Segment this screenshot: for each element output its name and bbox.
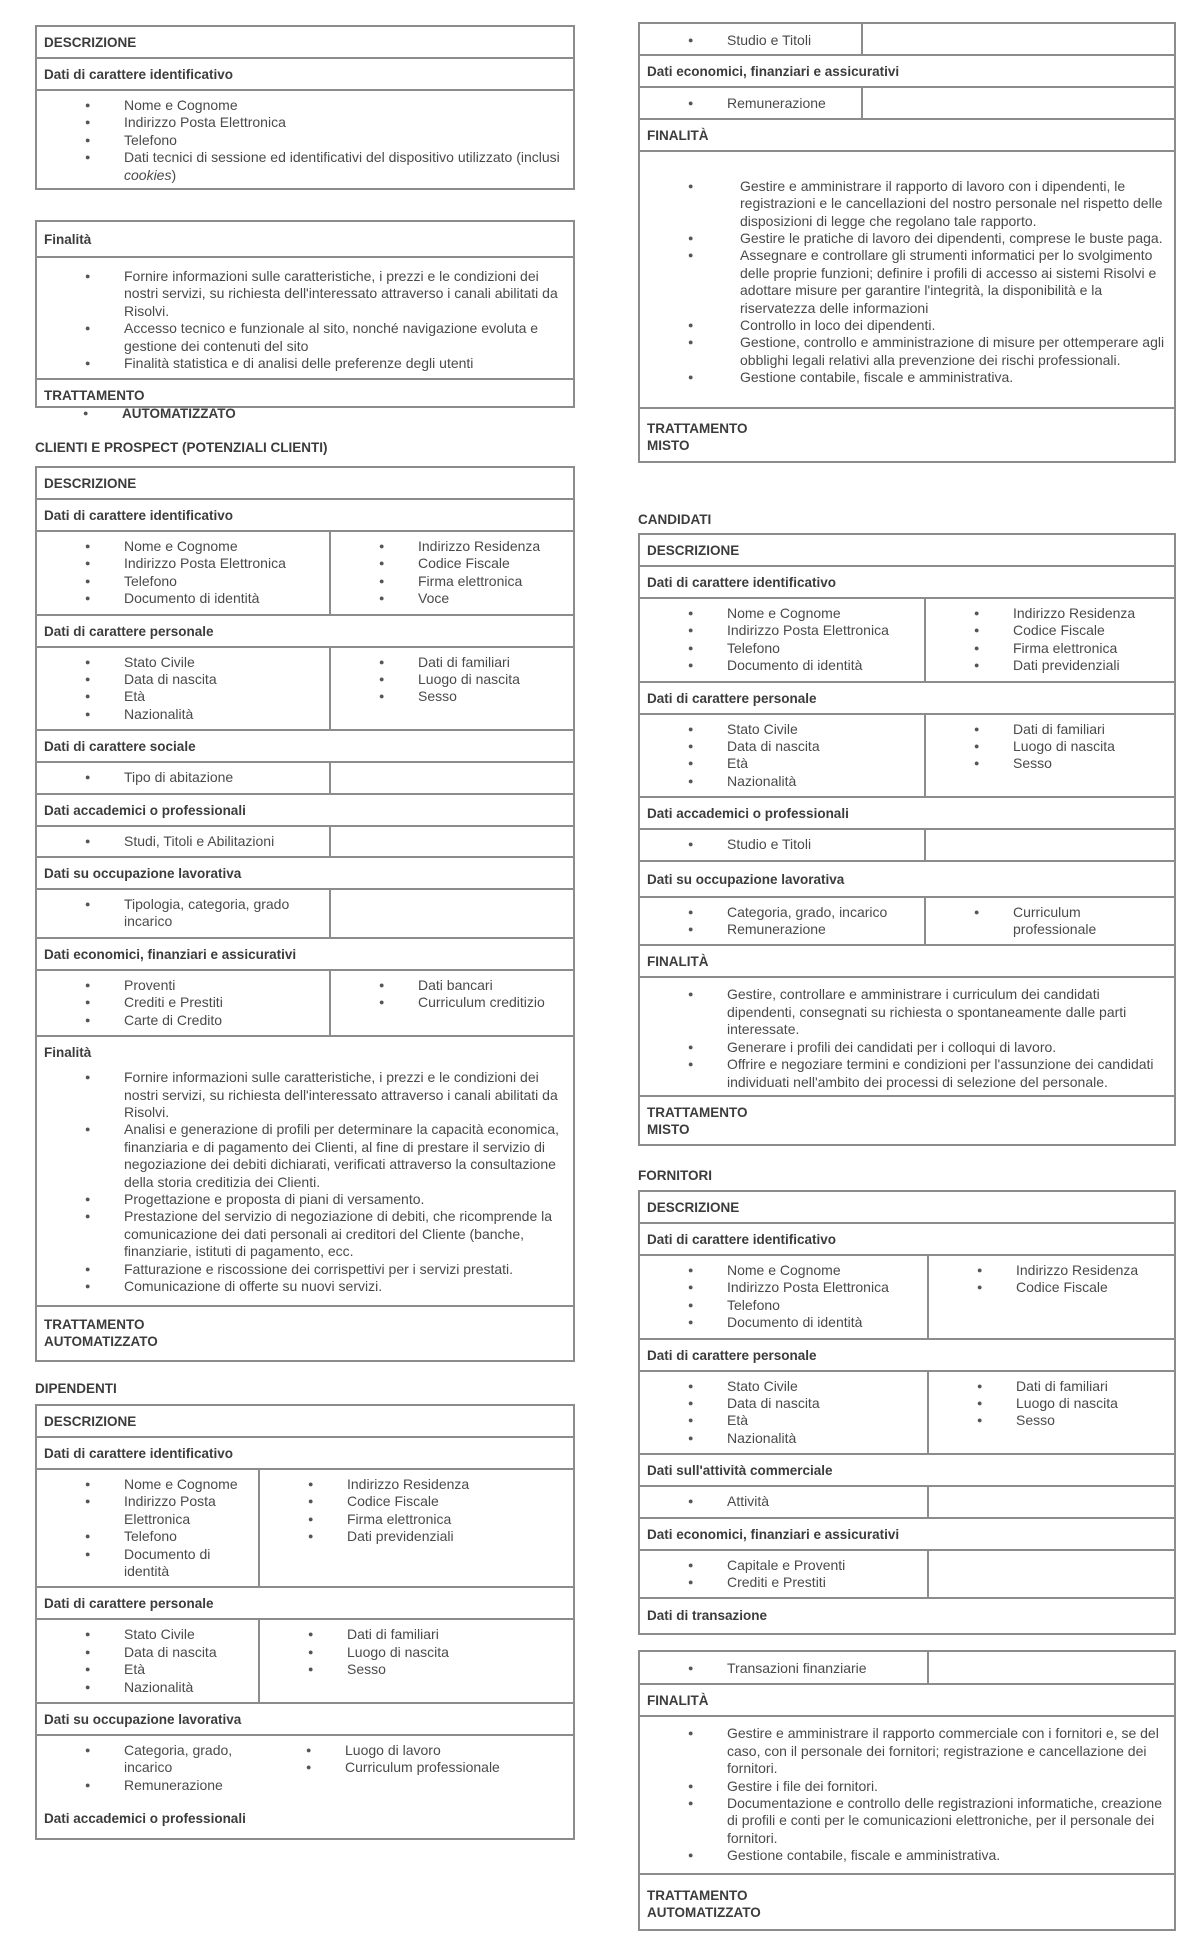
- list-item: ● Dati previdenziali: [926, 657, 1174, 674]
- list-item: ● Studio e Titoli: [640, 836, 924, 853]
- list-item: ● Codice Fiscale: [331, 555, 573, 572]
- trattamento-label: TRATTAMENTO: [647, 1104, 748, 1120]
- list-item: ● Firma elettronica: [926, 640, 1174, 657]
- list-item: ● Curriculum professionale: [258, 1759, 573, 1776]
- list-item: ● Documento di identità: [640, 657, 924, 674]
- list-item: ● Documento di identità: [37, 1546, 252, 1581]
- list-item: ● Dati bancari: [331, 977, 573, 994]
- list-item: ● Progettazione e proposta di piani di versamento.: [37, 1191, 567, 1208]
- list-item: ● Stato Civile: [37, 654, 329, 671]
- list-item: ● Sesso: [331, 688, 573, 705]
- trattamento-value: MISTO: [647, 1121, 690, 1137]
- list-item: ● Generare i profili dei candidati per i colloqui di lavoro.: [640, 1039, 1168, 1056]
- list-item: ● Data di nascita: [37, 671, 329, 688]
- list-item: ● Nome e Cognome: [37, 97, 573, 114]
- list-item: ● Dati tecnici di sessione ed identificativi del dispositivo utilizzato (inclusi cookies): [37, 149, 573, 184]
- list-item: ● Età: [37, 1661, 258, 1678]
- soc-header: Dati di carattere sociale: [37, 731, 573, 763]
- list-item: ● Telefono: [640, 1297, 927, 1314]
- list-item: ● Età: [37, 688, 329, 705]
- list-item: ● Documentazione e controllo delle registrazioni informatiche, creazione di profili e conti per le comunicazioni elettroniche, per il personale dei fornitori.: [640, 1795, 1168, 1847]
- fornitori-table: [638, 1190, 1176, 1635]
- table-title: DESCRIZIONE: [640, 535, 1174, 567]
- trattamento-value: AUTOMATIZZATO: [647, 1904, 761, 1920]
- list-item: ● Tipologia, categoria, grado incarico: [37, 896, 321, 931]
- trattamento-value: MISTO: [647, 437, 690, 453]
- list-item: ● Firma elettronica: [331, 573, 573, 590]
- list-item: ● Indirizzo Residenza: [331, 538, 573, 555]
- fin-header: FINALITÀ: [640, 120, 1174, 152]
- eco-header: Dati economici, finanziari e assicurativi: [640, 1519, 1174, 1551]
- list-item: ● Firma elettronica: [260, 1511, 573, 1528]
- list-item: ● Remunerazione: [640, 921, 924, 938]
- pers-header: Dati di carattere personale: [37, 1588, 573, 1620]
- list-item: ● Gestire i file dei fornitori.: [640, 1778, 1168, 1795]
- table-title: DESCRIZIONE: [640, 1192, 1174, 1224]
- list-item: ● Indirizzo Residenza: [260, 1476, 573, 1493]
- list-item: ● Categoria, grado, incarico: [37, 1742, 252, 1777]
- list-item: ● Indirizzo Residenza: [926, 605, 1174, 622]
- list-item: ● Telefono: [640, 640, 924, 657]
- list-item: ● Età: [640, 755, 924, 772]
- list-item: ● Telefono: [37, 573, 329, 590]
- list-item: ● Capitale e Proventi: [640, 1557, 927, 1574]
- occ-header: Dati su occupazione lavorativa: [640, 862, 1174, 898]
- list-item: ● Codice Fiscale: [929, 1279, 1174, 1296]
- acc-header: Dati accademici o professionali: [37, 795, 573, 827]
- list-item: ● Nazionalità: [37, 1679, 258, 1696]
- list-item: ● Gestione, controllo e amministrazione di misure per ottemperare agli obblighi legali relativi alla prevenzione dei rischi professionali.: [640, 334, 1168, 369]
- dipendenti-table: [35, 1404, 575, 1840]
- fin-header: Finalità: [44, 1045, 92, 1061]
- trattamento-label: TRATTAMENTO: [44, 1317, 145, 1333]
- list-item: ● Studio e Titoli: [640, 32, 861, 49]
- list-item: ● Stato Civile: [640, 1378, 927, 1395]
- list-item: ● Carte di Credito: [37, 1012, 329, 1029]
- list-item: ● Fatturazione e riscossione dei corrispettivi per i servizi prestati.: [37, 1261, 567, 1278]
- list-item: ● Indirizzo Posta Elettronica: [37, 114, 573, 131]
- list-item: ● Data di nascita: [640, 1395, 927, 1412]
- list-item: ● Prestazione del servizio di negoziazione di debiti, che ricomprende la comunicazione dei dati personali ai creditori del Cliente (banche, finanziarie, istituti di pagamento, ecc.: [37, 1208, 567, 1260]
- list-item: ● Luogo di nascita: [926, 738, 1174, 755]
- list-item: ● Indirizzo Posta Elettronica: [37, 555, 329, 572]
- acc-header: Dati accademici o professionali: [640, 798, 1174, 830]
- occ-header: Dati su occupazione lavorativa: [37, 1704, 573, 1736]
- section-title-dipendenti: DIPENDENTI: [35, 1381, 117, 1396]
- list-item: ● Data di nascita: [37, 1644, 258, 1661]
- list-item: ● Gestione contabile, fiscale e amministrativa.: [640, 369, 1168, 386]
- list-item: ● Accesso tecnico e funzionale al sito, nonché navigazione evoluta e gestione dei contenuti del sito: [37, 320, 567, 355]
- section-title-candidati: CANDIDATI: [638, 512, 712, 527]
- ident-list: [37, 97, 573, 184]
- acc-header: Dati accademici o professionali: [44, 1811, 246, 1827]
- section-title-clienti: CLIENTI E PROSPECT (POTENZIALI CLIENTI): [35, 440, 328, 455]
- ident-header: Dati di carattere identificativo: [640, 567, 1174, 599]
- fin-header: FINALITÀ: [640, 1685, 1174, 1717]
- list-item: ● Nome e Cognome: [640, 605, 924, 622]
- list-item: ● Dati di familiari: [331, 654, 573, 671]
- trattamento-label: TRATTAMENTO: [44, 388, 145, 404]
- list-item: ● Luogo di nascita: [260, 1644, 573, 1661]
- list-item: ● Sesso: [926, 755, 1174, 772]
- list-item: ● Nazionalità: [640, 773, 924, 790]
- list-item: ● Sesso: [929, 1412, 1174, 1429]
- list-item: ● Finalità statistica e di analisi delle preferenze degli utenti: [37, 355, 567, 372]
- list-item: ● Crediti e Prestiti: [640, 1574, 927, 1591]
- trattamento-value: AUTOMATIZZATO: [44, 1334, 158, 1350]
- list-item: ● Transazioni finanziarie: [640, 1660, 927, 1677]
- list-item: ● Curriculum creditizio: [331, 994, 573, 1011]
- comm-header: Dati sull'attività commerciale: [640, 1455, 1174, 1487]
- description-table: [35, 25, 575, 190]
- list-item: ● Attività: [640, 1493, 927, 1510]
- list-item: ● Gestire e amministrare il rapporto di lavoro con i dipendenti, le registrazioni e le cancellazioni del nostro personale nel rispetto delle disposizioni di legge che regolano tale rapporto.: [640, 178, 1168, 230]
- trattamento-value: ● AUTOMATIZZATO: [35, 405, 575, 422]
- trattamento-label: TRATTAMENTO: [647, 420, 748, 436]
- list-item: ● Gestire, controllare e amministrare i curriculum dei candidati dipendenti, consegnati su richiesta o spontaneamente dalle parti interessate.: [640, 986, 1168, 1038]
- trans-header: Dati di transazione: [647, 1608, 768, 1624]
- list-item: ● Dati di familiari: [929, 1378, 1174, 1395]
- section-title-fornitori: FORNITORI: [638, 1168, 712, 1183]
- table-title: DESCRIZIONE: [37, 27, 573, 59]
- list-item: ● Indirizzo Residenza: [929, 1262, 1174, 1279]
- list-item: ● Codice Fiscale: [260, 1493, 573, 1510]
- list-item: ● Indirizzo Posta Elettronica: [37, 1493, 252, 1528]
- ident-header: Dati di carattere identificativo: [37, 59, 573, 91]
- list-item: ● Gestire e amministrare il rapporto commerciale con i fornitori e, se del caso, con il personale dei fornitori; registrazione e cancellazione dei fornitori.: [640, 1725, 1168, 1777]
- list-item: ● Nome e Cognome: [37, 1476, 252, 1493]
- list-item: ● Curriculum professionale: [926, 904, 1124, 939]
- finalita-header: Finalità: [37, 222, 573, 258]
- list-item: ● Gestire le pratiche di lavoro dei dipendenti, comprese le buste paga.: [640, 230, 1168, 247]
- list-item: ● Analisi e generazione di profili per determinare la capacità economica, finanziaria e di pagamento dei Clienti, al fine di prestare il servizio di negoziazione dei debiti dichiarati, verificati attraverso la consultazione della storia creditizia dei Clienti.: [37, 1121, 567, 1191]
- list-item: ● Luogo di lavoro: [258, 1742, 573, 1759]
- eco-header: Dati economici, finanziari e assicurativi: [37, 939, 573, 971]
- list-item: ● Remunerazione: [640, 95, 861, 112]
- list-item: ● Dati previdenziali: [260, 1528, 573, 1545]
- list-item: ● Documento di identità: [37, 590, 329, 607]
- list-item: ● Data di nascita: [640, 738, 924, 755]
- list-item: ● Fornire informazioni sulle caratteristiche, i prezzi e le condizioni dei nostri servizi, su richiesta dell'interessato attraverso i canali abilitati da Risolvi.: [37, 1069, 567, 1121]
- list-item: ● Fornire informazioni sulle caratteristiche, i prezzi e le condizioni dei nostri servizi, su richiesta dell'interessato attraverso i canali abilitati da Risolvi.: [37, 268, 567, 320]
- list-item: ● Stato Civile: [640, 721, 924, 738]
- ident-header: Dati di carattere identificativo: [37, 500, 573, 532]
- list-item: ● Dati di familiari: [260, 1626, 573, 1643]
- list-item: ● Telefono: [37, 1528, 252, 1545]
- list-item: ● Codice Fiscale: [926, 622, 1174, 639]
- list-item: ● Controllo in loco dei dipendenti.: [640, 317, 1168, 334]
- finalita-table: [35, 220, 575, 408]
- pers-header: Dati di carattere personale: [640, 1340, 1174, 1372]
- eco-header: Dati economici, finanziari e assicurativi: [640, 56, 1174, 88]
- ident-header: Dati di carattere identificativo: [37, 1438, 573, 1470]
- list-item: ● Nazionalità: [37, 706, 329, 723]
- list-item: ● Categoria, grado, incarico: [640, 904, 924, 921]
- trattamento-label: TRATTAMENTO: [647, 1887, 748, 1903]
- list-item: ● Dati di familiari: [926, 721, 1174, 738]
- list-item: ● Telefono: [37, 132, 573, 149]
- list-item: ● Età: [640, 1412, 927, 1429]
- list-item: ● Luogo di nascita: [331, 671, 573, 688]
- list-item: ● Assegnare e controllare gli strumenti informatici per lo svolgimento delle proprie funzioni; definire i profili di accesso ai sistemi Risolvi e adottare misure per garantire l'integrità, la disponibilità e la riservatezza delle informazioni: [640, 247, 1168, 317]
- list-item: ● Tipo di abitazione: [37, 769, 329, 786]
- list-item: ● Remunerazione: [37, 1777, 252, 1794]
- table-title: DESCRIZIONE: [37, 468, 573, 500]
- list-item: ● Comunicazione di offerte su nuovi servizi.: [37, 1278, 567, 1295]
- occ-header: Dati su occupazione lavorativa: [37, 858, 573, 890]
- list-item: ● Studi, Titoli e Abilitazioni: [37, 833, 329, 850]
- candidati-table: [638, 533, 1176, 1146]
- list-item: ● Indirizzo Posta Elettronica: [640, 622, 924, 639]
- table-title: DESCRIZIONE: [37, 1406, 573, 1438]
- list-item: ● Luogo di nascita: [929, 1395, 1174, 1412]
- list-item: ● Stato Civile: [37, 1626, 258, 1643]
- list-item: ● Nome e Cognome: [37, 538, 329, 555]
- pers-header: Dati di carattere personale: [640, 683, 1174, 715]
- list-item: ● Proventi: [37, 977, 329, 994]
- list-item: ● Voce: [331, 590, 573, 607]
- list-item: ● Documento di identità: [640, 1314, 927, 1331]
- fin-header: FINALITÀ: [640, 946, 1174, 978]
- fornitori-cont-table: [638, 1650, 1176, 1931]
- ident-header: Dati di carattere identificativo: [640, 1224, 1174, 1256]
- list-item: ● Nome e Cognome: [640, 1262, 927, 1279]
- list-item: ● Nazionalità: [640, 1430, 927, 1447]
- list-item: ● Indirizzo Posta Elettronica: [640, 1279, 927, 1296]
- clienti-table: [35, 466, 575, 1362]
- list-item: ● Crediti e Prestiti: [37, 994, 329, 1011]
- list-item: ● Offrire e negoziare termini e condizioni per l'assunzione dei candidati individuati nell'ambito dei processi di selezione del personale.: [640, 1056, 1168, 1091]
- list-item: ● Sesso: [260, 1661, 573, 1678]
- dipendenti-cont-table: [638, 22, 1176, 463]
- list-item: ● Gestione contabile, fiscale e amministrativa.: [640, 1847, 1168, 1864]
- pers-header: Dati di carattere personale: [37, 616, 573, 648]
